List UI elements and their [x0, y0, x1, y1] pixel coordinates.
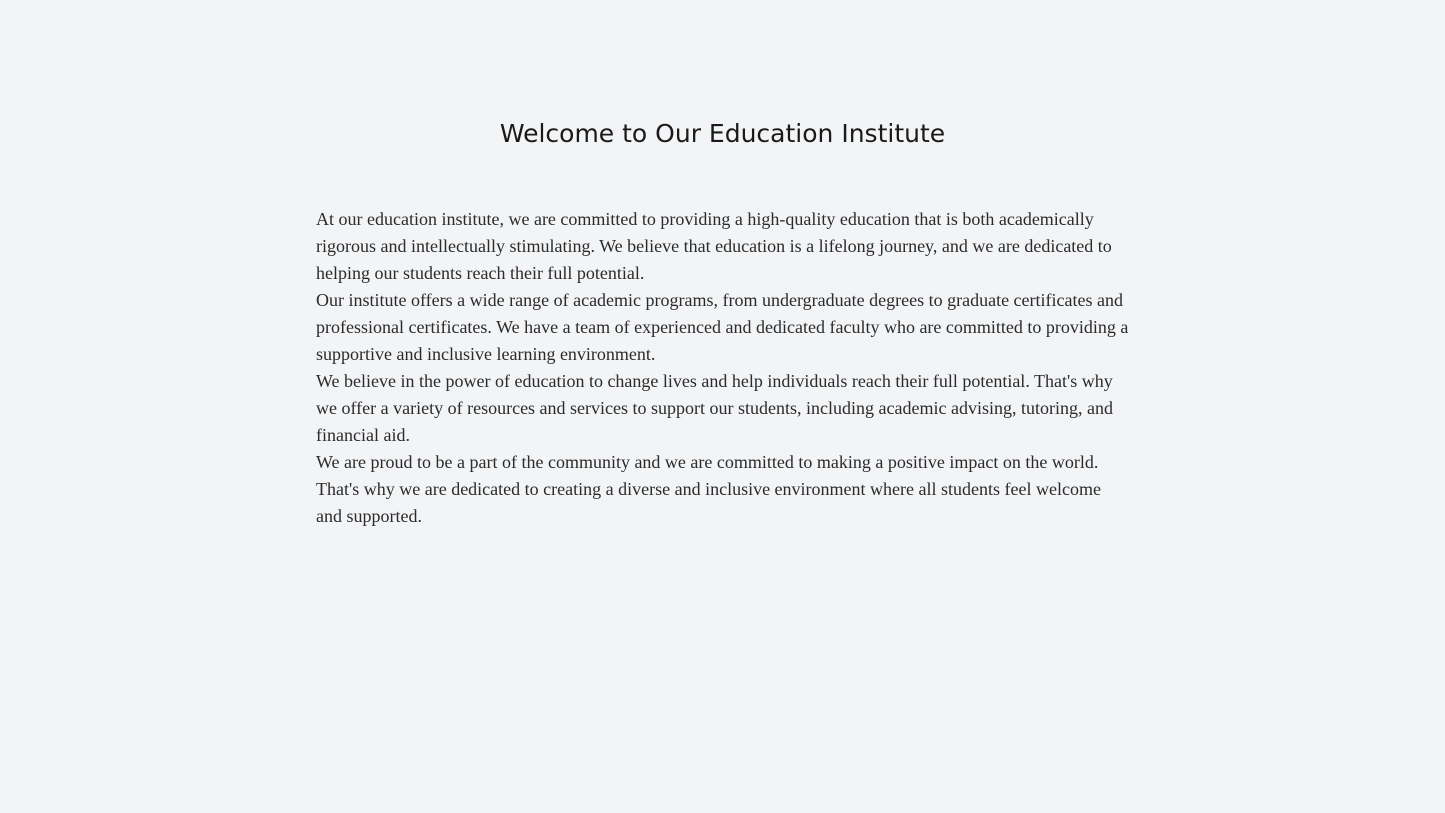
page-title: Welcome to Our Education Institute — [499, 119, 946, 148]
intro-paragraph-3: We believe in the power of education to change lives and help individuals reach their full potential. That's why we offer a variety of resources and services to support our students, including academic advising, tutoring, and financial aid. — [316, 371, 1113, 445]
intro-content — [316, 206, 1130, 530]
intro-paragraph-2: Our institute offers a wide range of academic programs, from undergraduate degrees to graduate certificates and professional certificates. We have a team of experienced and dedicated faculty who are committed to providing a supportive and inclusive learning environment. — [316, 290, 1129, 364]
intro-paragraph-4: We are proud to be a part of the community and we are committed to making a positive impact on the world. That's why we are dedicated to creating a diverse and inclusive environment where all students feel welcome and supported. — [316, 452, 1101, 526]
intro-paragraph-1: At our education institute, we are committed to providing a high-quality education that is both academically rigorous and intellectually stimulating. We believe that education is a lifelong journey, and we are dedicated to helping our students reach their full potential. — [316, 209, 1112, 283]
